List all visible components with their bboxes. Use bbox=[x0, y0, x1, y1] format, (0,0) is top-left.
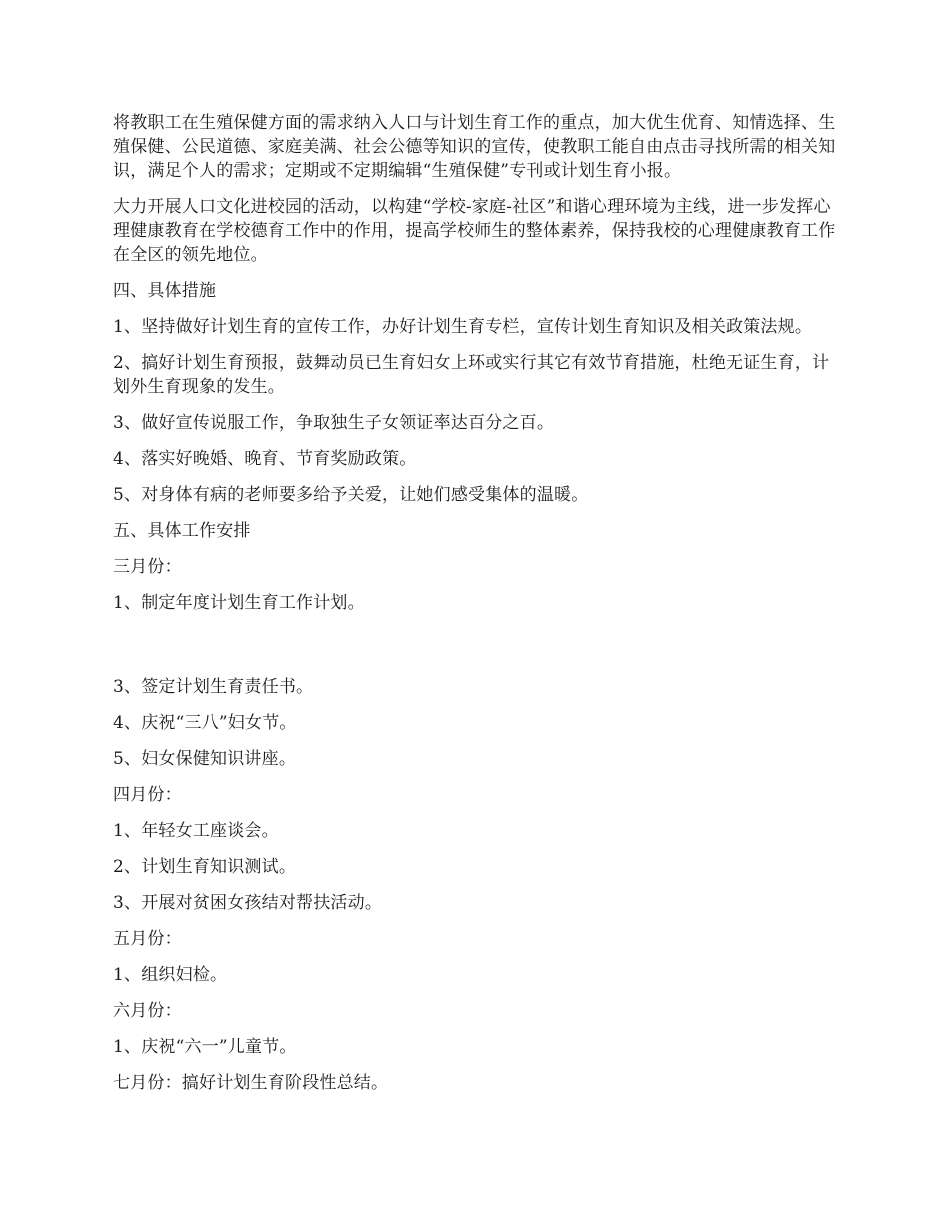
measure-item-3: 3、做好宣传说服工作，争取独生子女领证率达百分之百。 bbox=[113, 413, 555, 433]
month-heading-june: 六月份： bbox=[113, 1001, 182, 1021]
april-item-1: 1、年轻女工座谈会。 bbox=[113, 821, 279, 841]
march-item-4: 4、庆祝“三八”妇女节。 bbox=[113, 713, 297, 733]
blank-line bbox=[113, 627, 841, 675]
measure-item-2: 2、搞好计划生育预报，鼓舞动员已生育妇女上环或实行其它有效节育措施，杜绝无证生育，计划外生育现象的发生。 bbox=[113, 353, 830, 397]
section-heading-work-schedule: 五、具体工作安排 bbox=[113, 521, 251, 541]
march-item-1: 1、制定年度计划生育工作计划。 bbox=[113, 593, 365, 613]
section-heading-specific-measures: 四、具体措施 bbox=[113, 281, 217, 301]
june-item-1: 1、庆祝“六一”儿童节。 bbox=[113, 1037, 297, 1057]
month-heading-may: 五月份： bbox=[113, 929, 182, 949]
paragraph-reproductive-health-needs: 将教职工在生殖保健方面的需求纳入人口与计划生育工作的重点，加大优生优育、知情选择、生殖保健、公民道德、家庭美满、社会公德等知识的宣传，使教职工能自由点击寻找所需的相关知识，满足个人的需求；定期或不定期编辑“生殖保健”专刊或计划生育小报。 bbox=[113, 113, 836, 181]
measure-item-5: 5、对身体有病的老师要多给予关爱，让她们感受集体的温暖。 bbox=[113, 485, 589, 505]
month-heading-march: 三月份： bbox=[113, 557, 182, 577]
march-item-5: 5、妇女保健知识讲座。 bbox=[113, 749, 297, 769]
document-body bbox=[113, 111, 841, 1107]
measure-item-1: 1、坚持做好计划生育的宣传工作，办好计划生育专栏，宣传计划生育知识及相关政策法规。 bbox=[113, 317, 813, 337]
may-item-1: 1、组织妇检。 bbox=[113, 965, 228, 985]
july-summary-line: 七月份：搞好计划生育阶段性总结。 bbox=[113, 1073, 389, 1093]
month-heading-april: 四月份： bbox=[113, 785, 182, 805]
april-item-2: 2、计划生育知识测试。 bbox=[113, 857, 297, 877]
march-item-3: 3、签定计划生育责任书。 bbox=[113, 677, 314, 697]
measure-item-4: 4、落实好晚婚、晚育、节育奖励政策。 bbox=[113, 449, 417, 469]
april-item-3: 3、开展对贫困女孩结对帮扶活动。 bbox=[113, 893, 383, 913]
paragraph-population-culture-campus: 大力开展人口文化进校园的活动，以构建“学校-家庭-社区”和谐心理环境为主线，进一步发挥心理健康教育在学校德育工作中的作用，提高学校师生的整体素养，保持我校的心理健康教育工作在全区的领先地位。 bbox=[113, 197, 836, 265]
